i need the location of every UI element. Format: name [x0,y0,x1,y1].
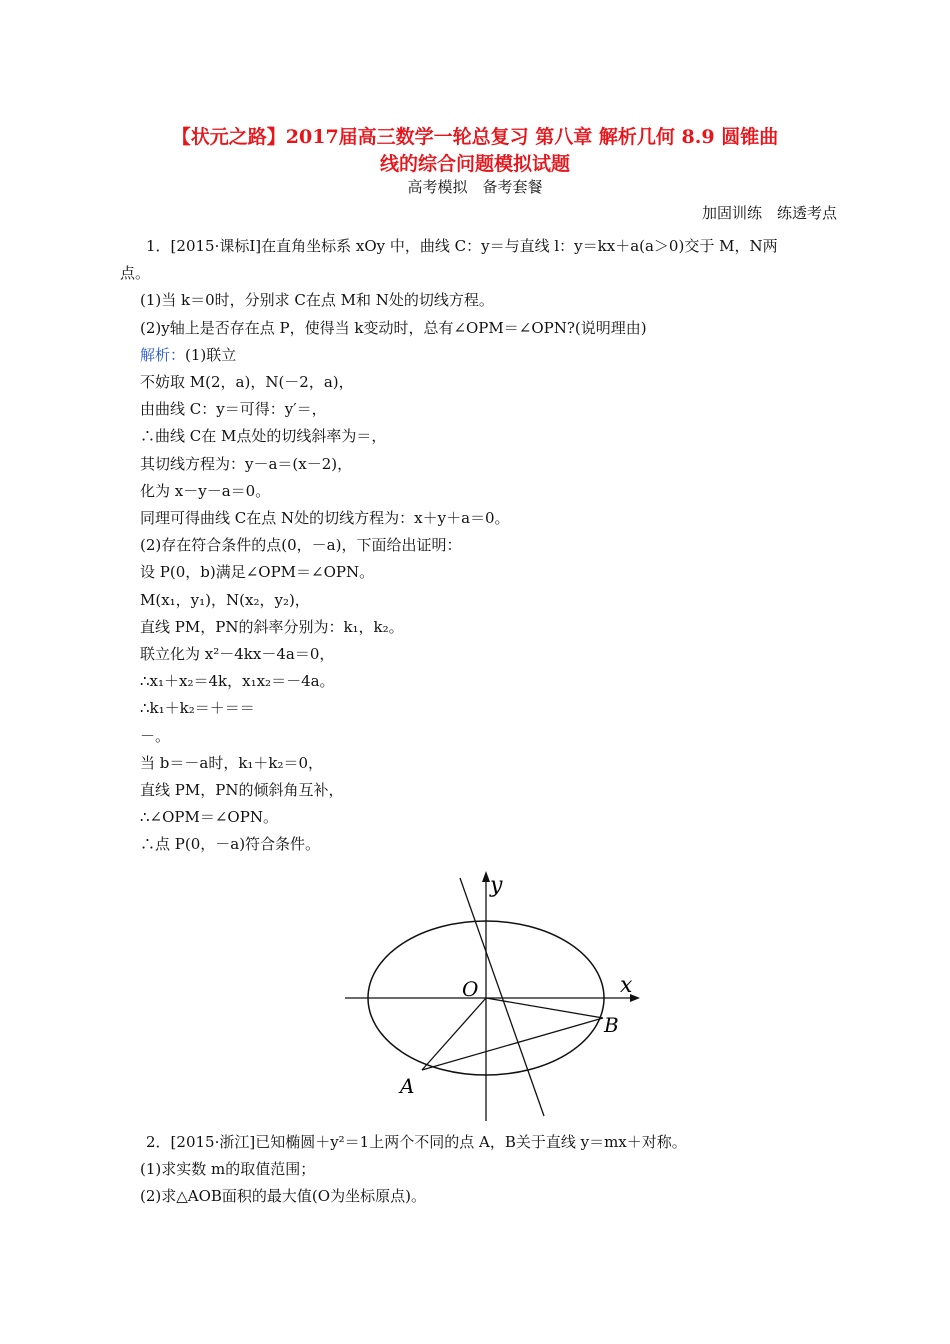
label-x: x [620,973,633,998]
answer-line: 设 P(0，b)满足∠OPM＝∠OPN。 [140,563,375,582]
answer-line: －。 [140,726,171,745]
answer-line: ∴x₁＋x₂＝4k，x₁x₂＝－4a。 [140,672,335,691]
answer-line: ∴点 P(0，－a)符合条件。 [140,835,321,854]
answer-line: 直线 PM，PN的倾斜角互补， [140,781,344,800]
q1-part-2: (2)y轴上是否存在点 P，使得当 k变动时，总有∠OPM＝∠OPN?(说明理由) [140,318,647,337]
q1-part-1: (1)当 k＝0时，分别求 C在点 M和 N处的切线方程。 [140,291,494,310]
ellipse-figure [330,866,650,1128]
answer-line: 化为 x－y－a＝0。 [140,481,271,500]
answer-first-text: (1)联立 [185,345,237,364]
document-title [100,124,850,178]
answer-line: ∴∠OPM＝∠OPN。 [140,808,278,827]
q1-stem-line-2: 点。 [120,264,151,283]
segment-oa [422,998,486,1070]
title-line-2: 线的综合问题模拟试题 [379,153,570,175]
segment-ob [486,998,603,1018]
answer-line: ∴k₁＋k₂＝＋＝＝ [140,699,255,718]
answer-line: 直线 PM，PN的斜率分别为：k₁，k₂。 [140,617,404,636]
label-b: B [604,1013,619,1037]
answer-line: 同理可得曲线 C在点 N处的切线方程为：x＋y＋a＝0。 [140,509,510,528]
label-a: A [400,1074,415,1098]
answer-line: (2)存在符合条件的点(0，－a)，下面给出证明： [140,536,462,555]
label-o: O [462,977,479,1001]
answer-label: 解析： [140,345,186,364]
answer-line: 其切线方程为：y－a＝(x－2)， [140,454,353,473]
q2-part-2: (2)求△AOB面积的最大值(O为坐标原点)。 [140,1187,426,1206]
subtitle: 高考模拟 备考套餐 [407,178,543,196]
question-2 [140,1129,836,1211]
section-note: 加固训练 练透考点 [701,204,837,222]
q1-answer-first [140,342,836,369]
q1-stem-line-1: 1．[2015·课标Ⅰ]在直角坐标系 xOy 中，曲线 C：y＝与直线 l：y＝kx＋a(a＞0)交于 M，N两 [146,237,778,255]
y-axis-arrow [482,871,490,882]
question-1 [120,233,836,859]
answer-line: 不妨取 M(2，a)，N(－2，a)， [140,373,354,392]
answer-line: M(x₁，y₁)，N(x₂，y₂)， [140,590,310,609]
label-y: y [490,873,503,898]
title-line-1: 【状元之路】2017届高三数学一轮总复习 第八章 解析几何 8.9 圆锥曲 [171,126,779,148]
answer-line: ∴曲线 C在 M点处的切线斜率为＝， [140,427,387,446]
answer-line: 当 b＝－a时，k₁＋k₂＝0， [140,753,324,772]
q2-stem: 2．[2015·浙江]已知椭圆＋y²＝1上两个不同的点 A，B关于直线 y＝mx＋对称。 [146,1133,687,1151]
answer-line: 联立化为 x²－4kx－4a＝0， [140,645,335,664]
q2-part-1: (1)求实数 m的取值范围； [140,1160,316,1179]
answer-line: 由曲线 C：y＝可得：y′＝， [140,400,327,419]
